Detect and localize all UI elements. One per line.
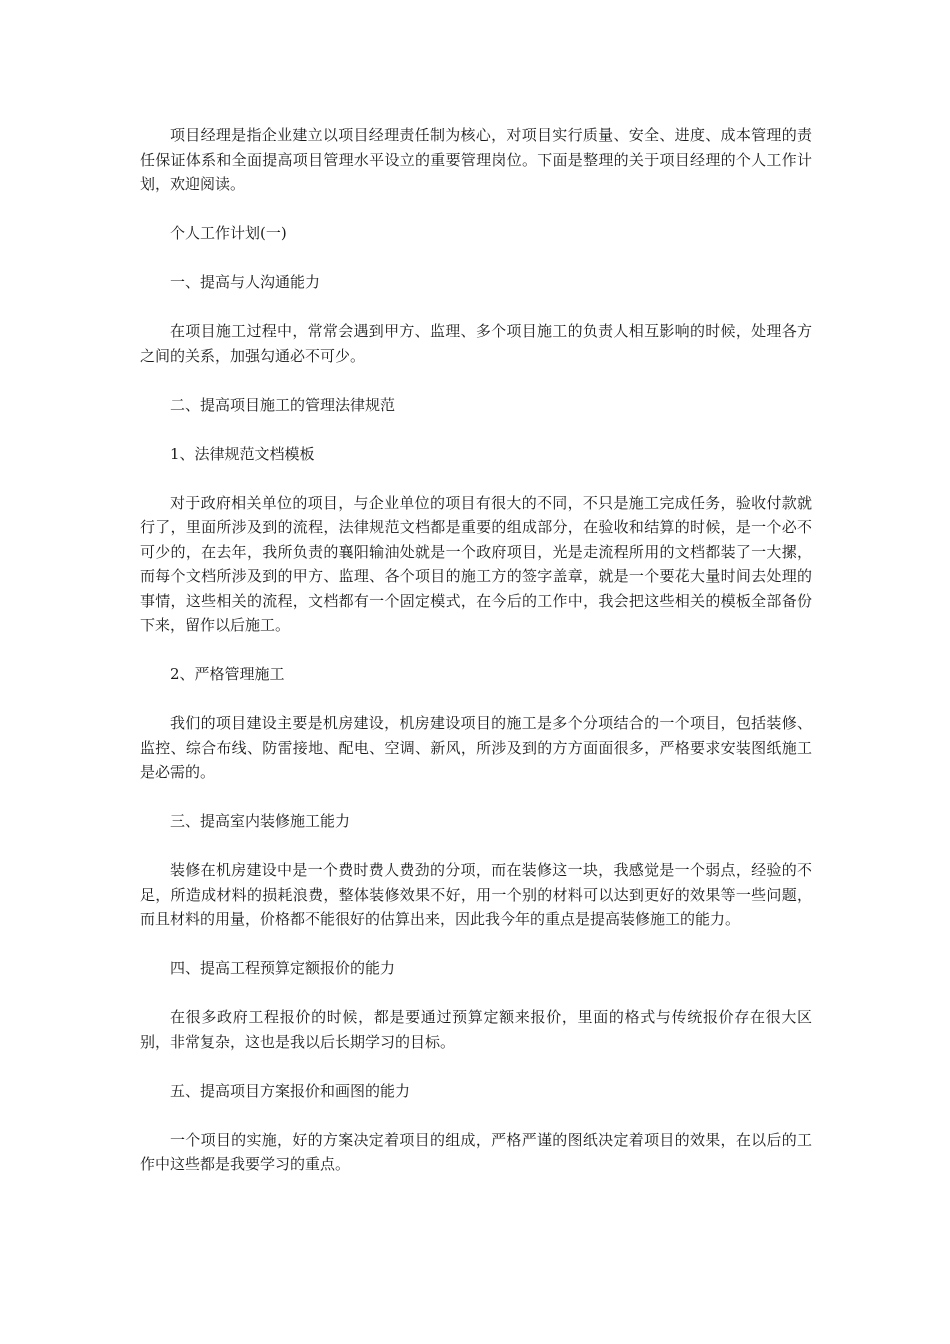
section-2-heading: 二、提高项目施工的管理法律规范 [170,395,396,414]
section-3-heading: 三、提高室内装修施工能力 [170,812,351,830]
subsection-2-1-heading: 1、法律规范文档模板 [170,444,315,463]
subsection-2-2-heading: 2、严格管理施工 [170,665,285,683]
intro-paragraph: 项目经理是指企业建立以项目经理责任制为核心，对项目实行质量、安全、进度、成本管理的责任保证体系和全面提高项目管理水平设立的重要管理岗位。下面是整理的关于项目经理的个人工作计划，欢迎阅读。 [140,126,812,193]
section-5-paragraph: 一个项目的实施，好的方案决定着项目的组成，严格严谨的图纸决定着项目的效果，在以后的工作中这些都是我要学习的重点。 [140,1130,812,1173]
document-page [140,123,812,1201]
section-5-heading: 五、提高项目方案报价和画图的能力 [170,1081,411,1100]
section-1-heading: 一、提高与人沟通能力 [170,273,321,291]
section-4-heading: 四、提高工程预算定额报价的能力 [170,959,396,977]
section-1-paragraph: 在项目施工过程中，常常会遇到甲方、监理、多个项目施工的负责人相互影响的时候，处理各方之间的关系，加强勾通必不可少。 [140,322,812,365]
subsection-2-1-paragraph: 对于政府相关单位的项目，与企业单位的项目有很大的不同，不只是施工完成任务，验收付款就行了，里面所涉及到的流程，法律规范文档都是重要的组成部分，在验收和结算的时候，是一个必不可少的，在去年，我所负责的襄阳输油处就是一个政府项目，光是走流程所用的文档都装了一大摞，而每个文档所涉及到的甲方、监理、各个项目的施工方的签字盖章，就是一个要花大量时间去处理的事情，这些相关的流程，文档都有一个固定模式，在今后的工作中，我会把这些相关的模板全部备份下来，留作以后施工。 [140,493,812,634]
section-4-paragraph: 在很多政府工程报价的时候，都是要通过预算定额来报价，里面的格式与传统报价存在很大区别，非常复杂，这也是我以后长期学习的目标。 [140,1008,812,1051]
plan-title: 个人工作计划(一) [170,224,287,242]
subsection-2-2-paragraph: 我们的项目建设主要是机房建设，机房建设项目的施工是多个分项结合的一个项目，包括装修、监控、综合布线、防雷接地、配电、空调、新风，所涉及到的方方面面很多，严格要求安装图纸施工是必需的。 [140,714,812,781]
section-3-paragraph: 装修在机房建设中是一个费时费人费劲的分项，而在装修这一块，我感觉是一个弱点，经验的不足，所造成材料的损耗浪费，整体装修效果不好，用一个别的材料可以达到更好的效果等一些问题，而且材料的用量，价格都不能很好的估算出来，因此我今年的重点是提高装修施工的能力。 [140,861,812,928]
